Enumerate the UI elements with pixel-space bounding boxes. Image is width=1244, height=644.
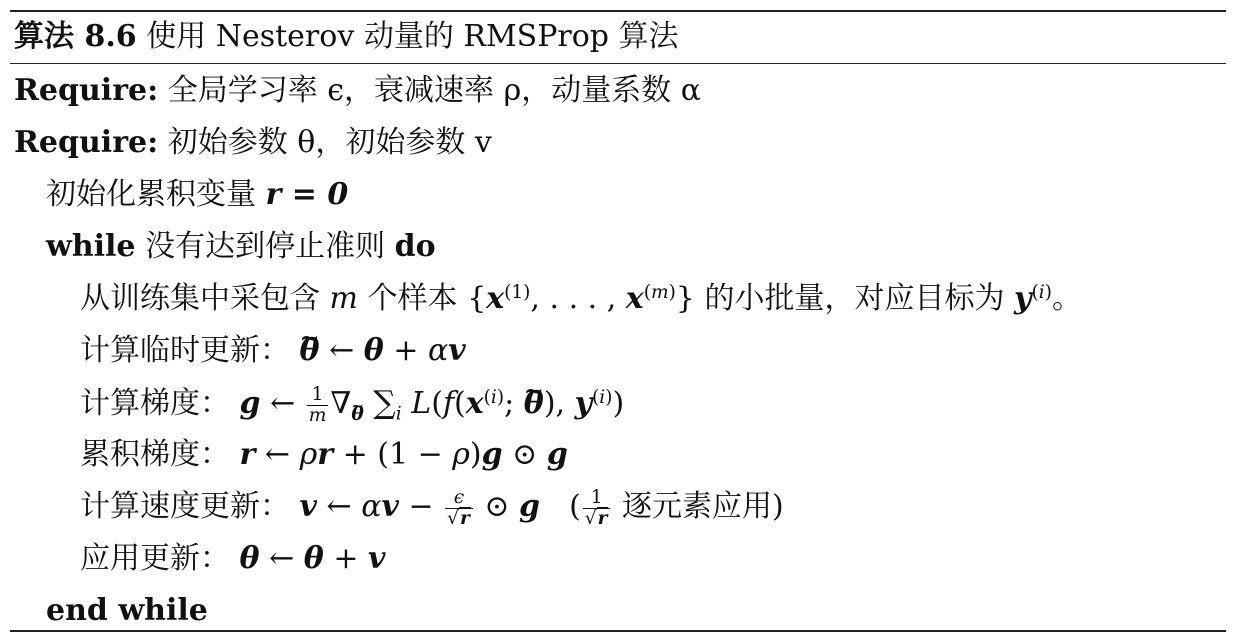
accumulate-label: 累积梯度： [80,437,230,472]
apply-label: 应用更新： [80,541,230,576]
sample-text: 从训练集中采包含 [80,281,320,316]
velocity-note: 逐元素应用) [622,489,784,525]
require-keyword: Require: [14,73,159,108]
velocity-formula: v ← αv − $\frac{\epsilon}{√r}$ ⊙ g [299,487,540,529]
require-1-text: 全局学习率 ϵ，衰减速率 ρ，动量系数 α [167,73,702,108]
velocity-note-math: ( $\frac{1}{√r}$ [569,489,612,524]
gradient-formula: g ← $\frac{1}{m}$ $\nabla_\theta$ $\sum_i$ $L(f(x^{(i)}$; ~ θ), $y^{(i)}$) [240,386,625,421]
accumulate-line [80,436,568,474]
init-line [46,176,348,214]
init-math: r = 0 [265,177,349,212]
sample-set-math: {$x^{(1)}$, . . . , $x^{(m)}$} [467,281,695,316]
require-keyword: Require: [14,125,159,160]
sample-text-3: 的小批量，对应目标为 [704,281,1005,316]
end-while-keyword: end while [46,593,208,628]
target-math: $y^{(i)}$。 [1014,281,1082,316]
velocity-label: 计算速度更新： [80,489,290,525]
require-2-text: 初始参数 θ，初始参数 v [167,125,492,160]
apply-update-line [80,540,385,578]
sample-m: m [329,281,358,316]
apply-formula: θ ← θ + v [239,541,386,576]
algorithm-label: 算法 8.6 [14,19,137,54]
while-condition: 没有达到停止准则 [145,229,386,264]
velocity-line [80,487,784,529]
require-line-1 [14,72,701,110]
end-while-line [46,592,208,630]
algorithm-title [14,18,679,56]
sample-text-2: 个样本 [367,281,458,316]
init-text: 初始化累积变量 [46,177,256,212]
do-keyword: do [394,229,436,264]
top-rule [10,10,1226,12]
interim-formula: ~ θ ← θ + αv [300,333,466,368]
bottom-rule [10,630,1226,632]
require-line-2 [14,124,492,162]
sample-line [80,280,1082,318]
interim-label: 计算临时更新： [80,333,290,368]
while-line [46,228,436,266]
while-keyword: while [46,229,136,264]
interim-update-line [80,332,466,370]
accumulate-formula: r ← ρr + (1 − ρ)g ⊙ g [239,437,568,472]
gradient-line [80,383,625,426]
gradient-label: 计算梯度： [80,386,230,421]
header-rule [10,63,1226,64]
algorithm-title-text: 使用 Nesterov 动量的 RMSProp 算法 [146,19,679,54]
